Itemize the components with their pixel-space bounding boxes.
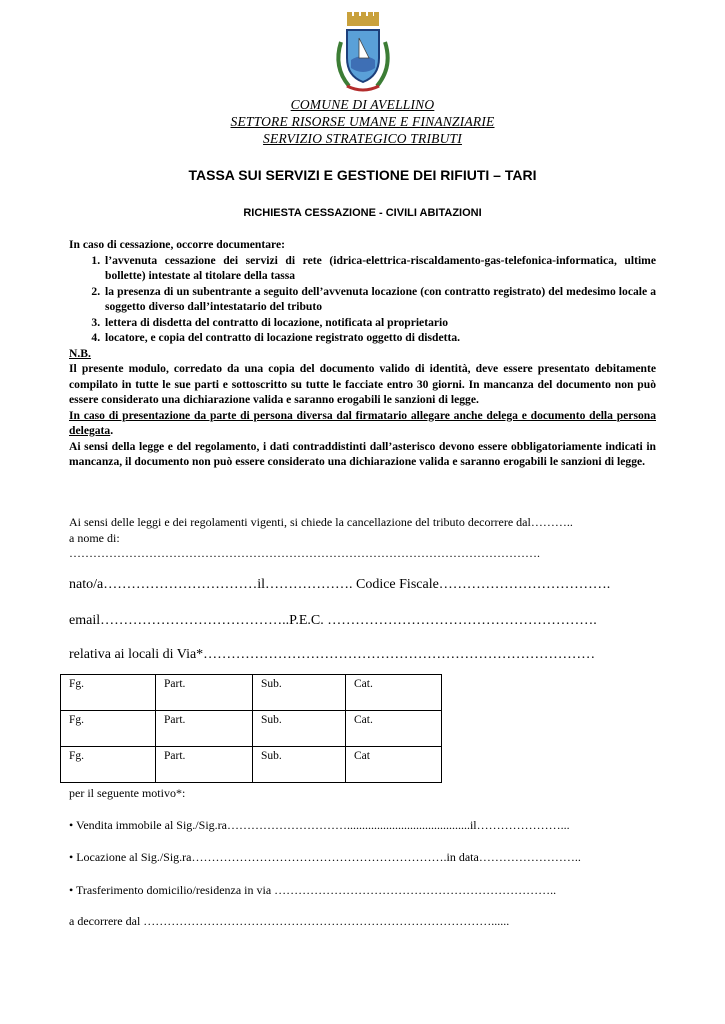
subalterno-cell[interactable]: Sub. <box>253 711 346 747</box>
birth-fiscal-code-field[interactable]: nato/a……………………………il………………. Codice Fiscale………………………………. <box>69 577 611 592</box>
city-emblem <box>329 12 397 96</box>
reason-transfer-field[interactable]: • Trasferimento domicilio/residenza in via …………………………………………………………….. <box>69 883 557 897</box>
note-paragraph-1: Il presente modulo, corredato da una copia del documento valido di identità, deve essere presentato debitamente compilato in tutte le sue parti e sottoscritto su tutte le facciate entro 30 giorni. In mancanza del documento non può essere considerato una dichiarazione valida e saranno erogabili le sanzioni di legge. <box>69 362 656 406</box>
particella-cell[interactable]: Part. <box>156 711 253 747</box>
nb-label: N.B. <box>69 346 91 360</box>
table-row <box>61 711 442 747</box>
document-item: 4. locatore, e copia del contratto di locazione registrato oggetto di disdetta. <box>103 330 656 346</box>
reason-intro: per il seguente motivo*: <box>69 786 186 800</box>
cadastral-table <box>60 674 442 783</box>
email-pec-field[interactable]: email…………………………………..P.E.C. …………………………………………………. <box>69 613 597 628</box>
document-item: 1. l’avvenuta cessazione dei servizi di rete (idrica-elettrica-riscaldamento-gas-telefonica-informatica, ultime bollette) intestate al titolare della tassa <box>103 253 656 284</box>
reason-lease-field[interactable]: • Locazione al Sig./Sig.ra……………………………………………………….in data…………………….. <box>69 850 581 864</box>
document-subtitle: RICHIESTA CESSAZIONE - CIVILI ABITAZIONI <box>243 207 482 219</box>
foglio-cell[interactable]: Fg. <box>61 711 156 747</box>
name-field[interactable]: ………………………………………………………………………………………………………. <box>69 546 540 560</box>
note-paragraph-2: In caso di presentazione da parte di persona diversa dal firmatario allegare anche delega e documento della persona delegata. <box>69 408 656 437</box>
categoria-cell[interactable]: Cat <box>346 747 442 783</box>
document-item: 3. lettera di disdetta del contratto di locazione, notificata al proprietario <box>103 315 656 331</box>
particella-cell[interactable]: Part. <box>156 675 253 711</box>
note-paragraph-3: Ai sensi della legge e del regolamento, i dati contraddistinti dall’asterisco devono essere obbligatoriamente indicati in mancanza, il documento non può essere considerato una dichiarazione valida e saranno erogabili le sanzioni di legge. <box>69 439 656 468</box>
name-label: a nome di: <box>69 531 120 545</box>
address-field[interactable]: relativa ai locali di Via*………………………………………………………………………… <box>69 647 596 662</box>
document-item: 2. la presenza di un subentrante a seguito dell’avvenuta locazione (con contratto registrato) del medesimo locale a soggetto diverso dall’intestatario del tributo <box>103 284 656 315</box>
delegation-note: In caso di presentazione da parte di persona diversa dal firmatario allegare anche delega e documento della persona delegata <box>69 408 656 437</box>
foglio-cell[interactable]: Fg. <box>61 675 156 711</box>
categoria-cell[interactable]: Cat. <box>346 675 442 711</box>
documents-intro: In caso di cessazione, occorre documentare: <box>69 238 285 251</box>
table-row <box>61 675 442 711</box>
subalterno-cell[interactable]: Sub. <box>253 747 346 783</box>
table-row <box>61 747 442 783</box>
document-title: TASSA SUI SERVIZI E GESTIONE DEI RIFIUTI – TARI <box>188 167 537 183</box>
header-line-3: SERVIZIO STRATEGICO TRIBUTI <box>263 131 462 146</box>
request-line: Ai sensi delle leggi e dei regolamenti vigenti, si chiede la cancellazione del tributo decorrere dal……….. <box>69 515 573 529</box>
effective-date-field[interactable]: a decorrere dal ……………………………………………………………………………...... <box>69 914 510 928</box>
foglio-cell[interactable]: Fg. <box>61 747 156 783</box>
required-documents <box>69 237 656 470</box>
header-line-2: SETTORE RISORSE UMANE E FINANZIARIE <box>230 114 495 129</box>
reason-sale-field[interactable]: • Vendita immobile al Sig./Sig.ra………………………….........................................il…………………... <box>69 818 570 832</box>
categoria-cell[interactable]: Cat. <box>346 711 442 747</box>
subalterno-cell[interactable]: Sub. <box>253 675 346 711</box>
particella-cell[interactable]: Part. <box>156 747 253 783</box>
header-line-1: COMUNE DI AVELLINO <box>290 97 435 112</box>
